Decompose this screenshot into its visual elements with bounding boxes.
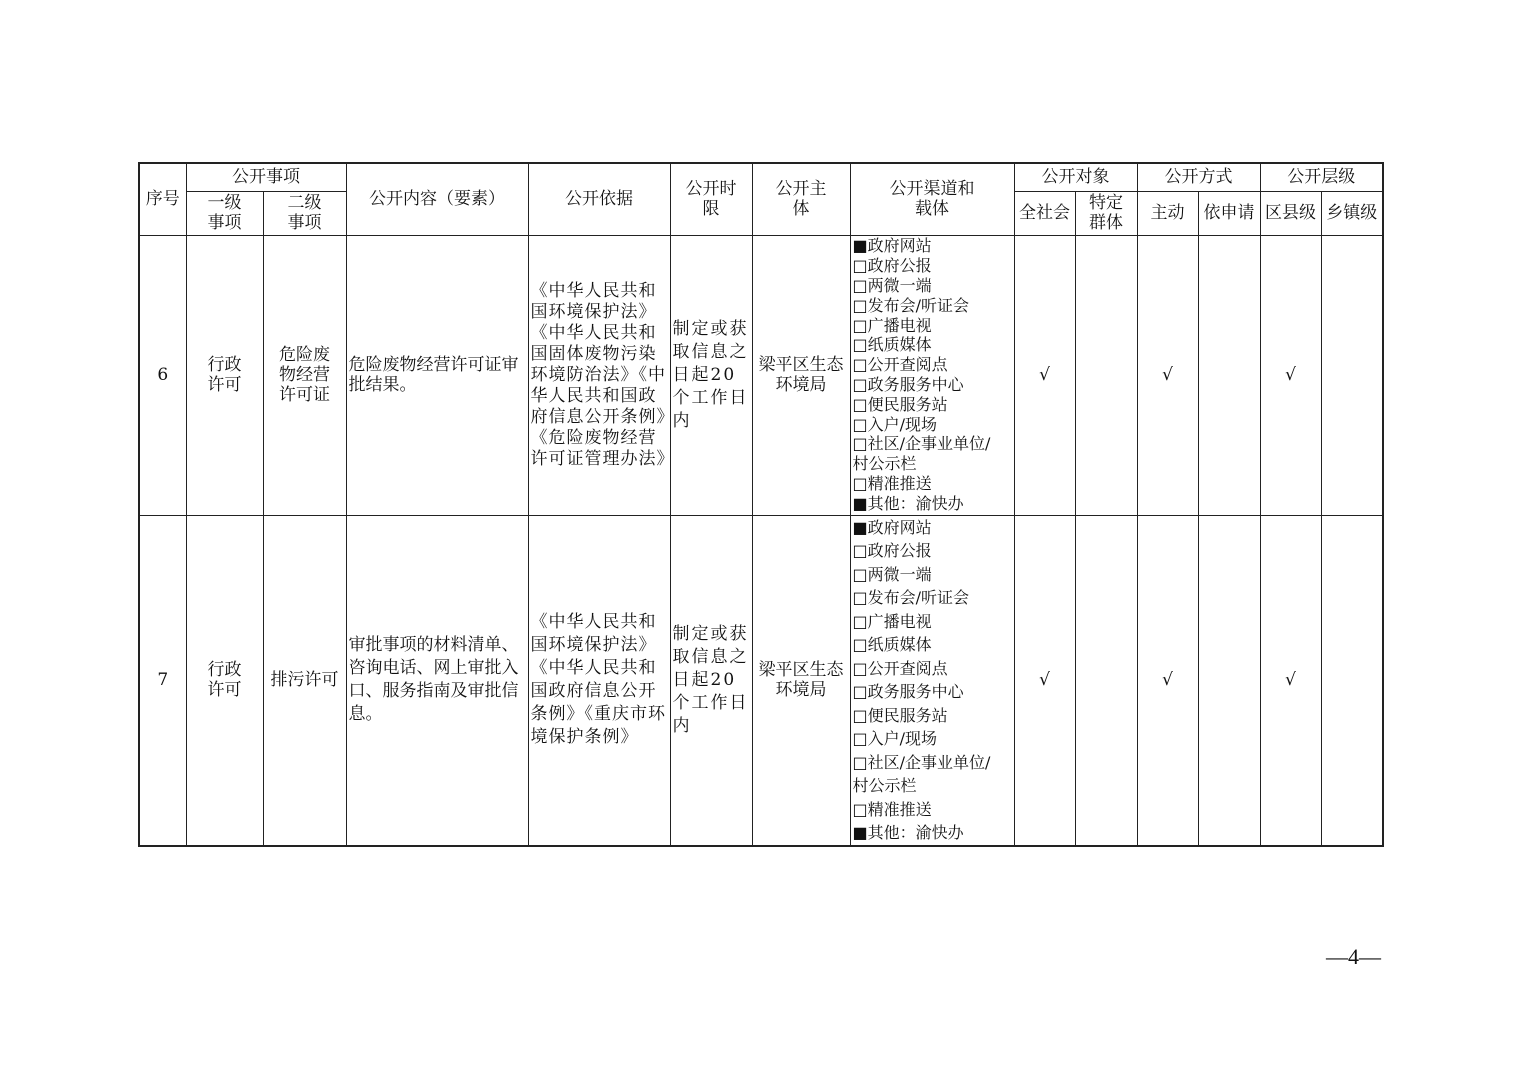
- channel-item: □广播电视: [852, 611, 932, 631]
- row-method-request: [1198, 515, 1260, 846]
- row-deadline: 制定或获取信息之日起20个工作日内: [670, 515, 752, 846]
- header-method-request: 依申请: [1198, 191, 1260, 235]
- channel-item: ■政府网站: [852, 517, 932, 537]
- row-subject: 梁平区生态环境局: [752, 515, 850, 846]
- channel-item: □公开查阅点: [852, 355, 948, 375]
- row-seq: 7: [139, 515, 186, 846]
- row-method-active: √: [1137, 235, 1198, 515]
- row-channel-list: [850, 515, 1014, 846]
- channel-item: □政府公报: [852, 541, 932, 560]
- row-level1: 行政许可: [186, 515, 263, 846]
- row-method-active: √: [1137, 515, 1198, 846]
- channel-item: ■政府网站: [852, 236, 932, 256]
- channel-item: □纸质媒体: [852, 335, 932, 355]
- header-audience-specific: 特定群体: [1075, 191, 1137, 235]
- channel-item: 村公示栏: [852, 454, 917, 474]
- header-level2: 二级事项: [263, 191, 346, 235]
- header-seq: 序号: [139, 163, 186, 235]
- row-basis: 《中华人民共和国环境保护法》《中华人民共和国政府信息公开条例》《重庆市环境保护条例》: [528, 515, 670, 846]
- header-level-group: 公开层级: [1260, 163, 1383, 191]
- header-deadline: 公开时限: [670, 163, 752, 235]
- row-audience-specific: [1075, 515, 1137, 846]
- row-content: 危险废物经营许可证审批结果。: [346, 235, 528, 515]
- channel-item: ■其他：渝快办: [852, 823, 964, 842]
- channel-item: □两微一端: [852, 276, 932, 296]
- row-level2: 危险废物经营许可证: [263, 235, 346, 515]
- channel-item: □公开查阅点: [852, 658, 948, 678]
- table-row: [139, 235, 1383, 515]
- row-level1: 行政许可: [186, 235, 263, 515]
- row-method-request: [1198, 235, 1260, 515]
- row-content: 审批事项的材料清单、咨询电话、网上审批入口、服务指南及审批信息。: [346, 515, 528, 846]
- channel-item: □发布会/听证会: [852, 588, 970, 607]
- header-basis: 公开依据: [528, 163, 670, 235]
- row-basis: 《中华人民共和国环境保护法》《中华人民共和国固体废物污染环境防治法》《中华人民共和国政府信息公开条例》《危险废物经营许可证管理办法》: [528, 235, 670, 515]
- header-level-district: 区县级: [1260, 191, 1321, 235]
- disclosure-table: [138, 162, 1384, 847]
- row-seq: 6: [139, 235, 186, 515]
- row-audience-all: √: [1014, 235, 1075, 515]
- channel-item: □精准推送: [852, 473, 932, 493]
- table-row: [139, 515, 1383, 846]
- channel-item: □政务服务中心: [852, 682, 964, 701]
- channel-item: □便民服务站: [852, 394, 948, 414]
- page-number: —4—: [1326, 944, 1381, 969]
- row-channel-list: [850, 235, 1014, 515]
- header-audience-group: 公开对象: [1014, 163, 1137, 191]
- header-audience-all: 全社会: [1014, 191, 1075, 235]
- channel-item: □社区/企事业单位/: [852, 752, 991, 772]
- header-content: 公开内容（要素）: [346, 163, 528, 235]
- channel-item: □政务服务中心: [852, 375, 964, 394]
- row-level-district: √: [1260, 235, 1321, 515]
- row-level-district: √: [1260, 515, 1321, 846]
- channel-item: □纸质媒体: [852, 635, 932, 654]
- header-subject: 公开主体: [752, 163, 850, 235]
- row-level-town: [1321, 235, 1383, 515]
- header-level-town: 乡镇级: [1321, 191, 1383, 235]
- channel-item: □便民服务站: [852, 705, 948, 725]
- header-method-group: 公开方式: [1137, 163, 1260, 191]
- row-level2: 排污许可: [263, 515, 346, 846]
- channel-item: □社区/企事业单位/: [852, 434, 991, 454]
- channel-item: □广播电视: [852, 315, 932, 335]
- channel-item: ■其他：渝快办: [852, 493, 964, 513]
- channel-item: □发布会/听证会: [852, 295, 970, 315]
- header-method-active: 主动: [1137, 191, 1198, 235]
- channel-item: □入户/现场: [852, 729, 938, 748]
- header-level1: 一级事项: [186, 191, 263, 235]
- channel-item: □两微一端: [852, 564, 932, 584]
- row-audience-specific: [1075, 235, 1137, 515]
- channel-item: □入户/现场: [852, 414, 938, 434]
- header-channel: 公开渠道和载体: [850, 163, 1014, 235]
- header-item-group: 公开事项: [186, 163, 346, 191]
- channel-item: □精准推送: [852, 799, 932, 819]
- channel-item: 村公示栏: [852, 776, 917, 795]
- row-audience-all: √: [1014, 515, 1075, 846]
- row-subject: 梁平区生态环境局: [752, 235, 850, 515]
- channel-item: □政府公报: [852, 256, 932, 276]
- row-deadline: 制定或获取信息之日起20个工作日内: [670, 235, 752, 515]
- row-level-town: [1321, 515, 1383, 846]
